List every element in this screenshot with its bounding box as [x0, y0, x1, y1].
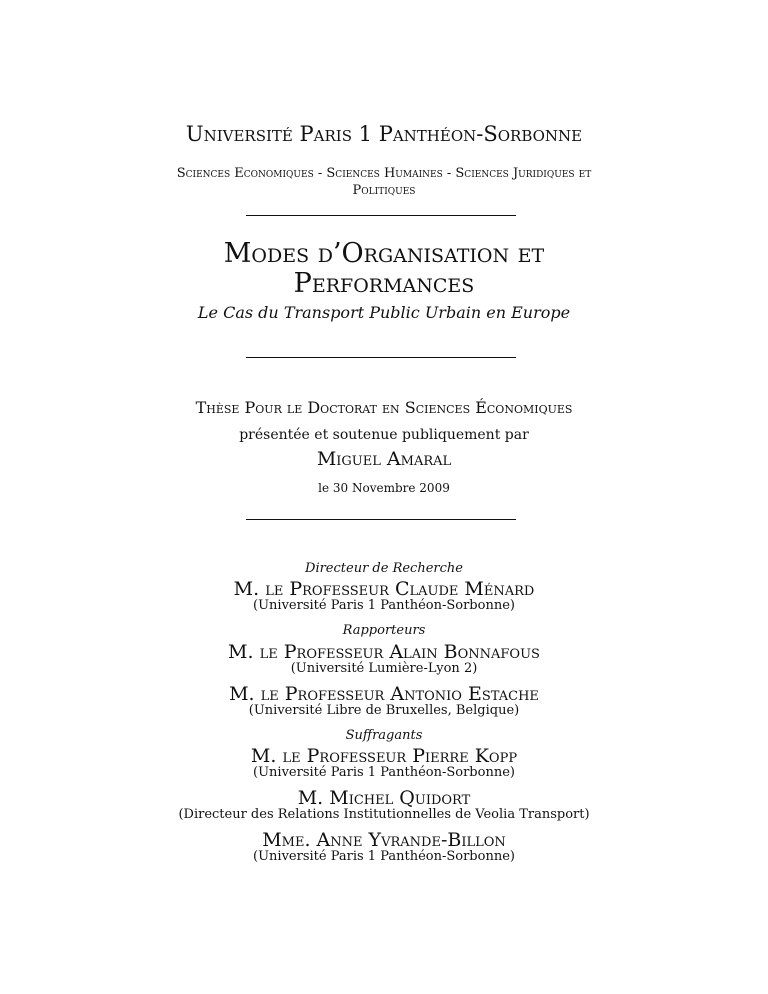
rapporteur-affiliation: (Université Libre de Bruxelles, Belgique) — [248, 703, 520, 718]
presentation-line: présentée et soutenue publiquement par — [239, 427, 529, 443]
rapporteur-name: M. le Professeur Alain Bonnafous — [228, 641, 540, 663]
divider-top — [246, 215, 516, 216]
rapporteurs-heading: Rapporteurs — [342, 623, 426, 638]
thesis-title-line-1: Modes d’Organisation et — [223, 238, 545, 269]
director-heading: Directeur de Recherche — [305, 561, 463, 576]
thesis-subtitle: Le Cas du Transport Public Urbain en Europe — [197, 303, 571, 322]
suffragant-name: M. Michel Quidort — [297, 787, 471, 809]
suffragant-affiliation: (Université Paris 1 Panthéon-Sorbonne) — [253, 849, 515, 864]
rapporteur-name: M. le Professeur Antonio Estache — [229, 683, 539, 705]
suffragants-heading: Suffragants — [345, 728, 423, 743]
university-name: Université Paris 1 Panthéon-Sorbonne — [185, 122, 583, 146]
divider-middle — [246, 357, 516, 358]
director-name: M. le Professeur Claude Ménard — [233, 578, 535, 600]
faculties-line-1: Sciences Economiques - Sciences Humaines - Sciences Juridiques et — [176, 166, 592, 181]
defense-date: le 30 Novembre 2009 — [318, 481, 450, 495]
thesis-type: Thèse Pour le Doctorat en Sciences Économiques — [195, 398, 573, 417]
author-name: Miguel Amaral — [316, 448, 452, 470]
suffragant-name: M. le Professeur Pierre Kopp — [250, 745, 518, 767]
rapporteur-affiliation: (Université Lumière-Lyon 2) — [290, 661, 478, 676]
faculties-line-2: Politiques — [352, 183, 416, 198]
director-affiliation: (Université Paris 1 Panthéon-Sorbonne) — [253, 598, 515, 613]
thesis-title-line-2: Performances — [293, 268, 475, 299]
divider-bottom — [246, 519, 516, 520]
suffragant-affiliation: (Directeur des Relations Institutionnelles de Veolia Transport) — [178, 807, 590, 822]
suffragant-name: Mme. Anne Yvrande-Billon — [262, 829, 506, 851]
suffragant-affiliation: (Université Paris 1 Panthéon-Sorbonne) — [253, 765, 515, 780]
